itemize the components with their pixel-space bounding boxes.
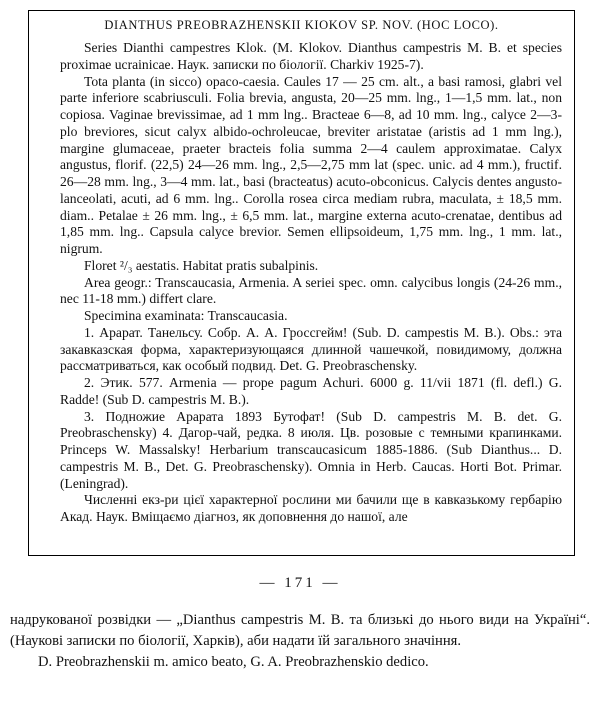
page-number: — 171 — [259, 575, 341, 591]
area-paragraph: Area geogr.: Transcaucasia, Armenia. A seriei spec. omn. calycibus longis (24-26 mm., nec 11-18 mm.) differt clare. [60, 274, 562, 307]
page-heading: DIANTHUS PREOBRAZHENSKII KIOKOV SP. NOV. (HOC LOCO). [104, 18, 499, 32]
floret-paragraph: Floret ²/₃ aestatis. Habitat pratis subalpinis. [84, 257, 319, 273]
main-text-column [60, 40, 562, 526]
specimen-1: 1. Арарат. Танельсу. Собр. А. А. Гроссгейм! (Sub. D. campestis M. B.). Obs.: эта закавказская форма, характеризующаяся длинной чашечкой, повидимому, должна рассматриваться, как особый подвид. Det. G. Preobraschensky. [60, 324, 562, 374]
specimen-2: 2. Этик. 577. Armenia — prope pagum Achuri. 6000 g. 11/vii 1871 (fl. defl.) G. Radde! (Sub D. campestris M. B.). [60, 375, 562, 407]
footer-text [10, 610, 590, 673]
specimen-3: 3. Подножие Арарата 1893 Бутофат! (Sub D. campestris M. B. det. G. Preobraschensky) 4. Дагор-чай, редка. 8 июля. Цв. розовые с темными крапинками. Princeps W. Massalsky! Herbarium transcaucasicum 1885-1886. (Sub Dianthus... D. campestris M. B., Det. G. Preobraschensky). Omnia in Herb. Caucas. Horti Bot. Primar. (Leningrad). [60, 408, 562, 491]
series-paragraph: Series Dianthi campestres Klok. (M. Klokov. Dianthus campestris M. B. et species proximae ucrainicae. Наук. записки по біології. Charkiv 1925-7). [60, 40, 562, 72]
footer-paragraph: надрукованої розвідки — „Dianthus campestris M. B. та близькі до нього види на Україні“. (Наукові записки по біології, Харків), аби надати їй загального значіння. [10, 612, 590, 649]
specimina-heading: Specimina examinata: Transcaucasia. [84, 308, 288, 323]
description-paragraph: Tota planta (in sicco) opaco-caesia. Caules 17 — 25 cm. alt., a basi ramosi, glabri vel parte inferiore scabriusculi. Folia brevia, angusta, 20—25 mm. lng., 1—1,5 mm. lat., non copiosa. Vaginae brevissimae, ad 1 mm lng.. Bracteae 6—8, ad 10 mm. lng., calyce 2—3-plo breviores, sicut calyx albido-ochroleucae, breviter aristatae (aristis ad 1 mm lng.), margine glumaceae, praeter bracteis folia summa 2—4 caulem approximatae. Calyx angustus, florif. (22,5) 24—26 mm. lng., 2,5—2,75 mm lat (spec. unic. ad 4 mm.), fructif. 26—28 mm. lng., 3—4 mm. lat., basi (bracteatus) acuto-obconicus. Calycis dentes angusto-lanceolati, acuti, ad 6 mm. lng.. Corolla rosea circa mediam rubra, maculata, ± 18,5 mm. diam.. Petalae ± 26 mm. lng., ± 6,5 mm. lat., margine externa acuto-crenatae, dentibus ad 1,85 mm. lng.. Capsula calyce brevior. Semen ellipsoideum, 1,75 mm. lng., 1 mm. lat., nigrum. [60, 73, 562, 256]
note-paragraph: Численні екз-ри цієї характерної рослини ми бачили ще в кавказькому гербарію Акад. Наук. Вміщаємо діагноз, як доповнення до нашої, але [60, 492, 562, 524]
dedication-line: D. Preobrazhenskii m. amico beato, G. A. Preobrazhenskio dedico. [38, 654, 429, 670]
